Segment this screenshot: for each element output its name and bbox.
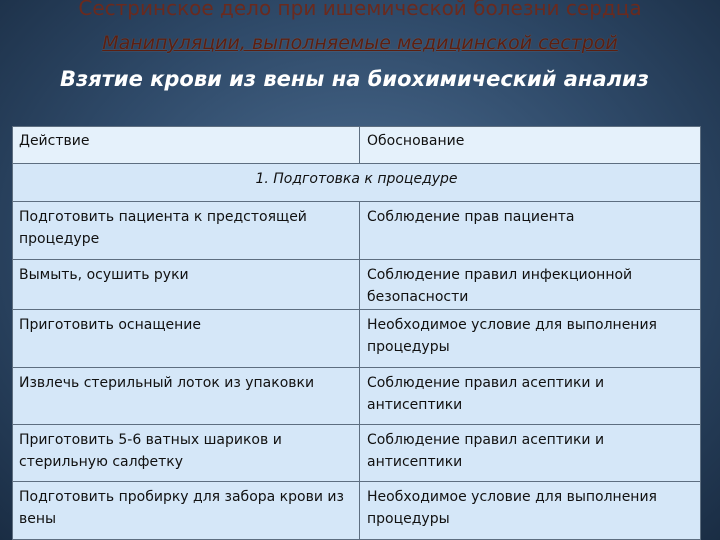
reason-cell: Соблюдение прав пациента (367, 209, 575, 225)
action-cell: Приготовить оснащение (12, 310, 360, 367)
action-cell: Извлечь стерильный лоток из упаковки (12, 368, 360, 424)
action-cell: Подготовить пациента к предстоящей процедуре (12, 202, 360, 259)
procedure-title: Взятие крови из вены на биохимический анализ (60, 67, 649, 91)
action-cell: Вымыть, осушить руки (12, 260, 360, 309)
reason-cell: Необходимое условие для выполнения процедуры (367, 317, 657, 355)
section-row (12, 164, 701, 202)
section-label: 1. Подготовка к процедуре (255, 171, 458, 187)
action-cell: Подготовить пробирку для забора крови из вены (12, 482, 360, 540)
slide-header (0, 0, 720, 120)
table-row (12, 202, 701, 260)
column-header-action: Действие (12, 126, 360, 163)
table-row (12, 260, 701, 310)
column-header-reason: Обоснование (360, 126, 701, 163)
reason-cell: Соблюдение правил инфекционной безопасности (367, 267, 633, 305)
reason-cell: Необходимое условие для выполнения процедуры (367, 489, 657, 527)
action-cell: Приготовить 5-6 ватных шариков и стерильную салфетку (12, 425, 360, 481)
slide-title: Сестринское дело при ишемической болезни сердца (78, 0, 642, 20)
table-row (12, 425, 701, 482)
table-row (12, 368, 701, 425)
reason-cell: Соблюдение правил асептики и антисептики (367, 375, 605, 413)
slide-subtitle: Манипуляции, выполняемые медицинской сестрой (102, 32, 618, 54)
reason-cell: Соблюдение правил асептики и антисептики (367, 432, 605, 470)
table-row (12, 482, 701, 540)
table-header-row (12, 126, 701, 164)
procedure-table (12, 126, 701, 540)
table-row (12, 310, 701, 368)
